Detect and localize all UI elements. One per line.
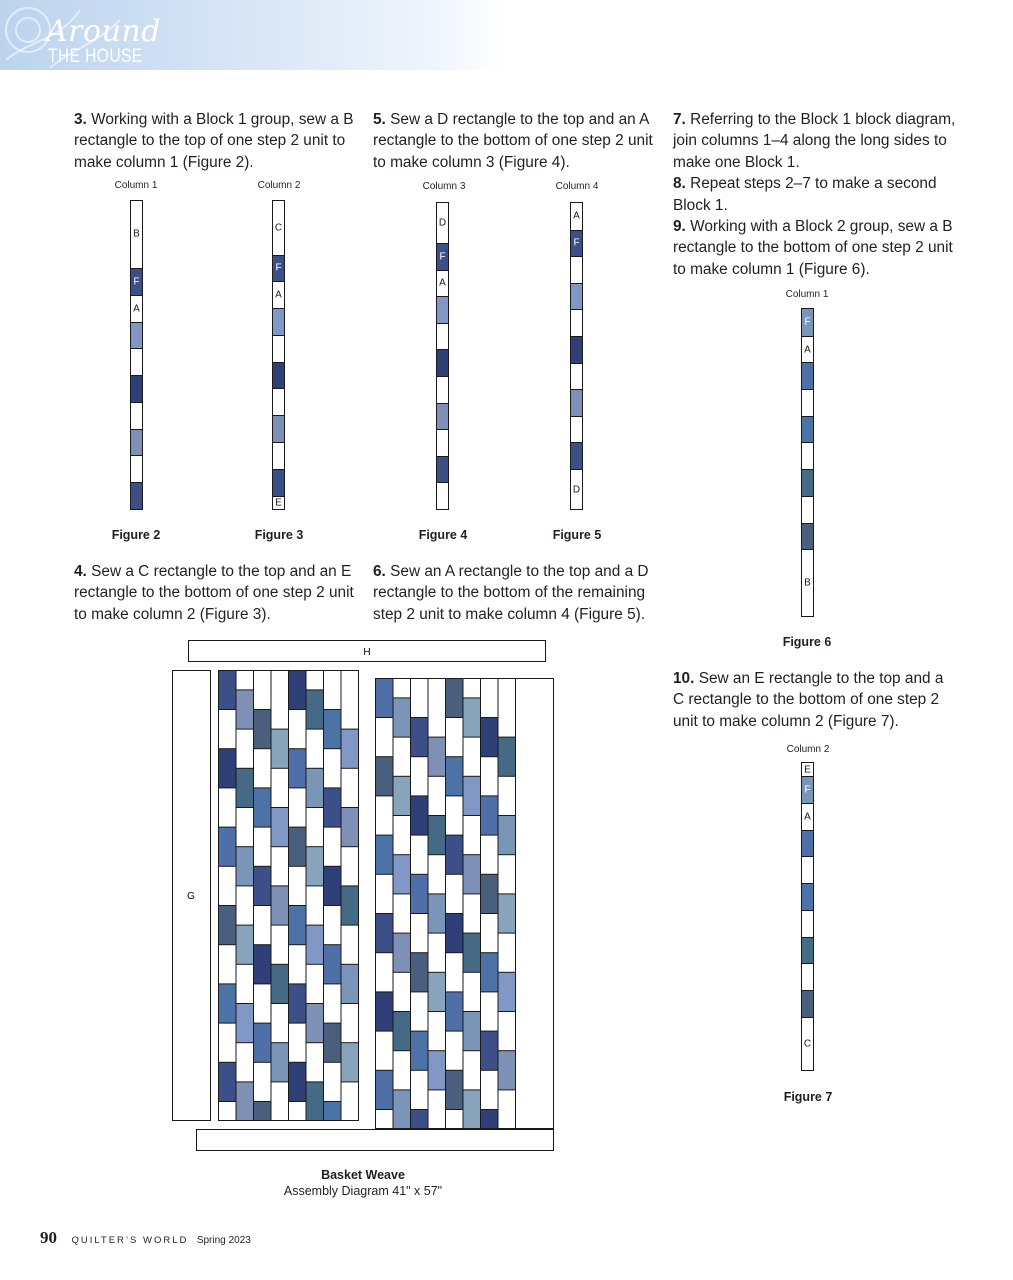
step-7 — [673, 109, 963, 173]
quilt-patch — [236, 768, 254, 807]
quilt-patch — [428, 894, 446, 933]
quilt-patch — [289, 671, 307, 710]
quilt-patch — [463, 698, 481, 737]
quilt-patch — [306, 925, 324, 964]
quilt-patch — [463, 1090, 481, 1129]
segment-letter: B — [804, 577, 811, 589]
quilt-patch — [428, 816, 446, 855]
quilt-patch — [393, 776, 411, 815]
column-segment — [437, 456, 448, 483]
quilt-patch — [236, 690, 254, 729]
column-segment — [802, 963, 813, 990]
column-segment — [131, 295, 142, 322]
column-segment — [571, 203, 582, 230]
quilt-patch — [289, 671, 307, 1121]
quilt-patch — [306, 1004, 324, 1043]
quilt-patch — [271, 1043, 289, 1082]
column-segment — [802, 309, 813, 336]
quilt-patch — [481, 1110, 499, 1129]
quilt-patch — [341, 1043, 359, 1082]
quilt-patch — [219, 827, 237, 866]
column-segment — [571, 309, 582, 336]
page-number: 90 — [40, 1228, 57, 1247]
quilt-patch — [271, 964, 289, 1003]
column-segment — [273, 496, 284, 509]
quilt-patch — [324, 945, 342, 984]
steps-7-9 — [673, 109, 963, 280]
quilt-patch — [428, 972, 446, 1011]
figure-7-column-label: Column 2 — [786, 744, 830, 755]
column-segment — [131, 482, 142, 509]
column-segment — [273, 281, 284, 308]
page-footer — [40, 1228, 251, 1248]
segment-letter: A — [439, 277, 446, 289]
quilt-patch — [306, 847, 324, 886]
column-segment — [802, 883, 813, 910]
figure-5-column — [570, 202, 583, 510]
column-segment — [802, 442, 813, 469]
quilt-patch — [236, 671, 254, 1121]
quilt-patch — [411, 1031, 429, 1070]
segment-letter: C — [803, 1038, 812, 1050]
column-segment — [802, 336, 813, 363]
segment-letter: B — [133, 228, 140, 240]
quilt-patch — [498, 972, 516, 1011]
quilt-patch — [306, 671, 324, 1121]
column-segment — [131, 455, 142, 482]
quilt-patch — [498, 894, 516, 933]
segment-letter: D — [438, 217, 447, 229]
quilt-patch — [446, 679, 464, 718]
quilt-patch — [446, 757, 464, 796]
column-segment — [802, 830, 813, 857]
quilt-patch — [219, 1062, 237, 1101]
column-segment — [131, 429, 142, 456]
column-segment — [437, 349, 448, 376]
column-segment — [571, 230, 582, 257]
column-segment — [437, 482, 448, 509]
quilt-patch — [376, 679, 394, 718]
quilt-patch — [324, 1102, 342, 1121]
figure-6-column — [801, 308, 814, 617]
figure-3-column-label: Column 2 — [257, 180, 301, 191]
quilt-patch — [219, 749, 237, 788]
column-segment — [571, 389, 582, 416]
step-7-text: Referring to the Block 1 block diagram, join columns 1–4 along the long sides to make one Block 1. — [673, 111, 956, 171]
quilt-patch — [463, 776, 481, 815]
quilt-patch — [463, 855, 481, 894]
figure-5-column-label: Column 4 — [555, 181, 599, 192]
segment-letter: F — [133, 276, 140, 288]
quilt-patch — [306, 1082, 324, 1121]
segment-letter: F — [804, 316, 811, 328]
column-segment — [802, 803, 813, 830]
assembly-subtitle: Assembly Diagram 41" x 57" — [283, 1184, 443, 1198]
figure-5-caption: Figure 5 — [552, 528, 602, 542]
column-segment — [131, 268, 142, 295]
column-segment — [571, 469, 582, 509]
quilt-patch — [428, 737, 446, 776]
column-segment — [437, 429, 448, 456]
column-segment — [273, 308, 284, 335]
quilt-patch — [324, 710, 342, 749]
issue-date: Spring 2023 — [196, 1235, 251, 1246]
segment-letter: F — [804, 784, 811, 796]
column-segment — [273, 362, 284, 389]
section-banner — [0, 0, 1013, 70]
segment-letter: A — [804, 811, 811, 823]
quilt-patch — [219, 984, 237, 1023]
column-segment — [273, 201, 284, 255]
step-4-number: 4. — [74, 563, 87, 580]
quilt-patch — [236, 1082, 254, 1121]
column-segment — [802, 856, 813, 883]
quilt-patch — [289, 1062, 307, 1101]
segment-letter: A — [804, 344, 811, 356]
quilt-patch — [411, 874, 429, 913]
step-6 — [373, 561, 663, 625]
magazine-name: QUILTER’S WORLD — [71, 1235, 189, 1246]
section-title-caps: THE HOUSE — [48, 46, 143, 67]
quilt-patch — [324, 866, 342, 905]
quilt-patch — [376, 1070, 394, 1109]
quilt-patch — [463, 1012, 481, 1051]
column-segment — [571, 363, 582, 390]
step-8 — [673, 173, 963, 216]
section-title-script: Around — [46, 14, 161, 49]
quilt-patch — [376, 679, 394, 1129]
quilt-patch — [446, 914, 464, 953]
quilt-patch — [289, 906, 307, 945]
quilt-patch — [219, 671, 237, 710]
segment-letter: F — [275, 262, 282, 274]
step-3-text: Working with a Block 1 group, sew a B rectangle to the top of one step 2 unit to make column 1 (Figure 2). — [74, 111, 354, 171]
column-segment — [273, 335, 284, 362]
column-segment — [802, 389, 813, 416]
segment-letter: A — [275, 289, 282, 301]
column-segment — [437, 203, 448, 243]
quilt-patch — [446, 992, 464, 1031]
quilt-patch — [271, 808, 289, 847]
figure-4-column-label: Column 3 — [422, 181, 466, 192]
quilt-patch — [254, 788, 272, 827]
assembly-title: Basket Weave — [321, 1168, 405, 1182]
figure-6-caption: Figure 6 — [782, 635, 832, 649]
column-segment — [273, 442, 284, 469]
figure-7-caption: Figure 7 — [783, 1090, 833, 1104]
quilt-patch — [481, 718, 499, 757]
quilt-patch — [376, 992, 394, 1031]
step-8-number: 8. — [673, 175, 686, 193]
quilt-patch — [481, 953, 499, 992]
quilt-patch — [411, 953, 429, 992]
quilt-patch — [498, 737, 516, 776]
column-segment — [437, 270, 448, 297]
quilt-patch — [393, 855, 411, 894]
step-5-number: 5. — [373, 111, 386, 128]
quilt-patch — [236, 925, 254, 964]
column-segment — [273, 469, 284, 496]
column-segment — [571, 256, 582, 283]
column-segment — [273, 388, 284, 415]
border-bottom — [197, 1130, 554, 1151]
step-9 — [673, 216, 963, 280]
figure-4-caption: Figure 4 — [418, 528, 468, 542]
border-right — [516, 679, 554, 1129]
quilt-patch — [411, 718, 429, 757]
figure-3-column — [272, 200, 285, 510]
quilt-patch — [463, 679, 481, 1129]
column-segment — [437, 403, 448, 430]
quilt-patch — [446, 1070, 464, 1109]
column-segment — [802, 469, 813, 496]
step-10-number: 10. — [673, 670, 695, 687]
segment-letter: E — [275, 497, 282, 509]
column-segment — [437, 296, 448, 323]
step-4-text: Sew a C rectangle to the top and an E rectangle to the bottom of one step 2 unit to make column 2 (Figure 3). — [74, 563, 354, 623]
segment-letter: F — [439, 251, 446, 263]
column-segment — [802, 496, 813, 523]
segment-letter: A — [133, 303, 140, 315]
quilt-blocks — [219, 671, 516, 1129]
quilt-patch — [411, 1110, 429, 1129]
column-segment — [437, 243, 448, 270]
quilt-patch — [324, 1023, 342, 1062]
step-3-number: 3. — [74, 111, 87, 128]
quilt-patch — [393, 933, 411, 972]
border-g-label: G — [187, 891, 195, 902]
quilt-patch — [341, 964, 359, 1003]
quilt-patch — [481, 1031, 499, 1070]
quilt-patch — [306, 690, 324, 729]
quilt-patch — [219, 906, 237, 945]
quilt-patch — [219, 671, 237, 1121]
quilt-patch — [236, 847, 254, 886]
step-5-text: Sew a D rectangle to the top and an A rectangle to the bottom of one step 2 unit to make column 3 (Figure 4). — [373, 111, 653, 171]
column-segment — [802, 990, 813, 1017]
column-segment — [802, 549, 813, 616]
column-segment — [802, 416, 813, 443]
column-segment — [802, 910, 813, 937]
quilt-patch — [289, 749, 307, 788]
quilt-patch — [341, 808, 359, 847]
quilt-patch — [498, 816, 516, 855]
quilt-patch — [393, 698, 411, 737]
column-segment — [571, 336, 582, 363]
step-8-text: Repeat steps 2–7 to make a second Block 1. — [673, 175, 937, 214]
step-10-text: Sew an E rectangle to the top and a C rectangle to the bottom of one step 2 unit to make column 2 (Figure 7). — [673, 670, 944, 730]
quilt-patch — [446, 835, 464, 874]
quilt-patch — [271, 729, 289, 768]
quilt-patch — [463, 933, 481, 972]
column-segment — [437, 323, 448, 350]
column-segment — [571, 442, 582, 469]
segment-letter: D — [572, 484, 581, 496]
quilt-patch — [341, 729, 359, 768]
step-3 — [74, 109, 356, 173]
segment-letter: F — [573, 237, 580, 249]
quilt-patch — [393, 1090, 411, 1129]
column-segment — [802, 362, 813, 389]
column-segment — [131, 375, 142, 402]
segment-letter: E — [804, 764, 811, 776]
quilt-patch — [254, 710, 272, 749]
column-segment — [802, 523, 813, 550]
quilt-patch — [254, 1102, 272, 1121]
column-segment — [273, 415, 284, 442]
segment-letter: C — [274, 222, 283, 234]
column-segment — [131, 201, 142, 268]
column-segment — [802, 937, 813, 964]
figure-2-caption: Figure 2 — [111, 528, 161, 542]
quilt-patch — [324, 788, 342, 827]
quilt-patch — [428, 1051, 446, 1090]
quilt-patch — [481, 796, 499, 835]
column-segment — [802, 1017, 813, 1070]
segment-letter: A — [573, 210, 580, 222]
quilt-patch — [271, 886, 289, 925]
figure-4-column — [436, 202, 449, 510]
step-9-number: 9. — [673, 218, 686, 236]
step-10 — [673, 668, 955, 732]
border-h-label: H — [363, 647, 371, 658]
quilt-patch — [254, 1023, 272, 1062]
quilt-patch — [376, 835, 394, 874]
step-5 — [373, 109, 655, 173]
step-6-number: 6. — [373, 563, 386, 580]
figure-6-column-label: Column 1 — [785, 289, 829, 300]
column-segment — [131, 348, 142, 375]
column-segment — [131, 322, 142, 349]
figure-2-column-label: Column 1 — [114, 180, 158, 191]
quilt-patch — [446, 679, 464, 1129]
quilt-patch — [289, 984, 307, 1023]
quilt-patch — [341, 886, 359, 925]
column-segment — [571, 416, 582, 443]
column-segment — [273, 255, 284, 282]
step-9-text: Working with a Block 2 group, sew a B rectangle to the bottom of one step 2 unit to make column 1 (Figure 6). — [673, 218, 953, 278]
quilt-patch — [254, 945, 272, 984]
quilt-patch — [254, 866, 272, 905]
column-segment — [131, 402, 142, 429]
column-segment — [437, 376, 448, 403]
figure-7-column — [801, 762, 814, 1071]
figure-3-caption: Figure 3 — [254, 528, 304, 542]
step-4 — [74, 561, 356, 625]
step-6-text: Sew an A rectangle to the top and a D rectangle to the bottom of the remaining step 2 unit to make column 4 (Figure 5). — [373, 563, 649, 623]
quilt-patch — [289, 827, 307, 866]
quilt-patch — [376, 914, 394, 953]
quilt-patch — [393, 679, 411, 1129]
step-7-number: 7. — [673, 111, 686, 128]
figure-2-column — [130, 200, 143, 510]
quilt-patch — [236, 1004, 254, 1043]
quilt-patch — [498, 1051, 516, 1090]
column-segment — [802, 763, 813, 776]
column-segment — [802, 776, 813, 803]
quilt-patch — [481, 874, 499, 913]
quilt-patch — [376, 757, 394, 796]
quilt-patch — [393, 1012, 411, 1051]
column-segment — [571, 283, 582, 310]
quilt-patch — [411, 796, 429, 835]
assembly-diagram — [170, 638, 560, 1158]
quilt-patch — [306, 768, 324, 807]
